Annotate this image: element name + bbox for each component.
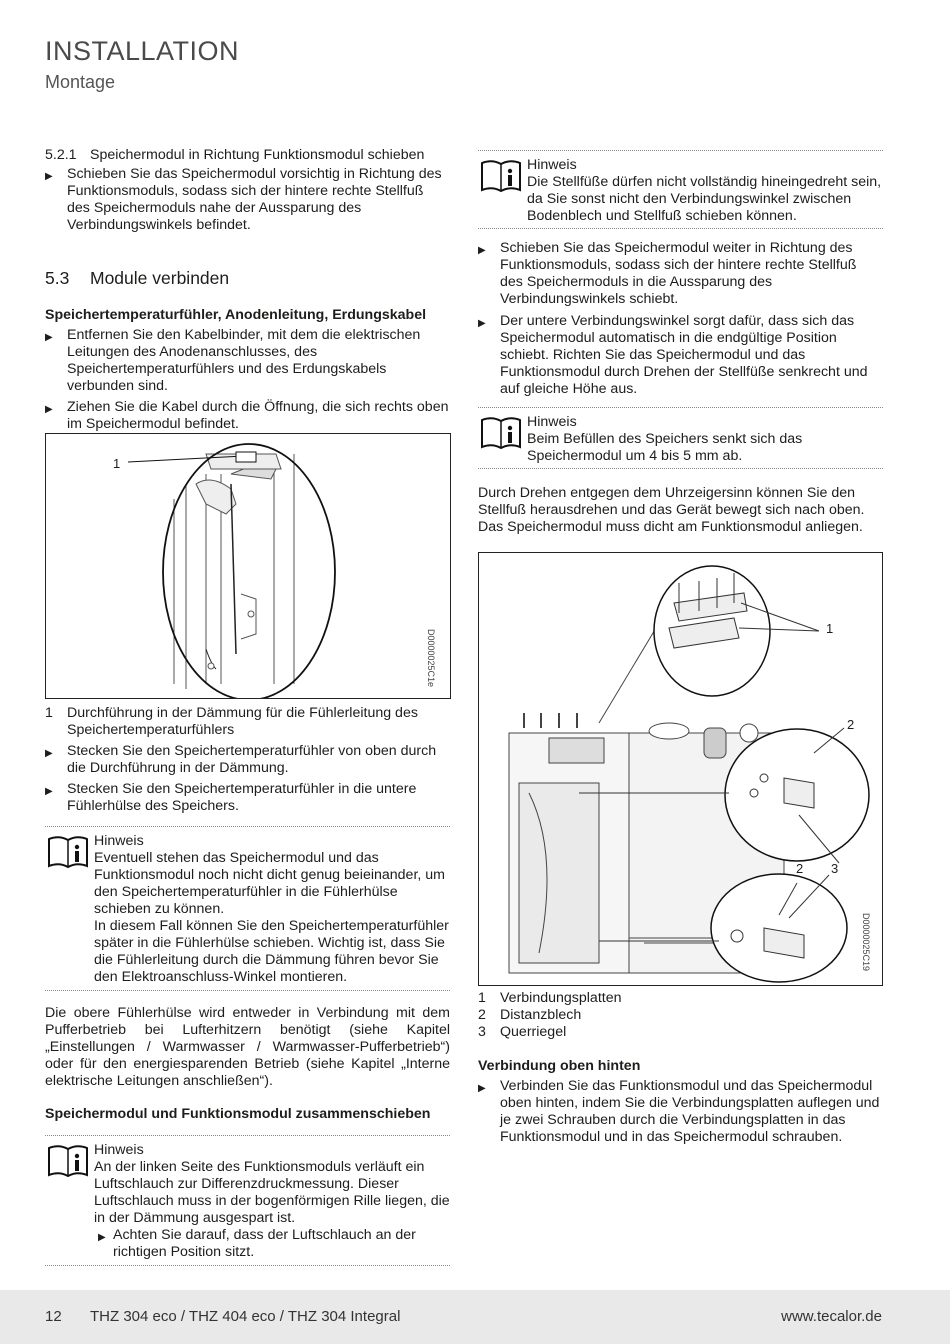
hint-content [94,833,450,986]
list-item [45,743,450,777]
triangle-right-icon: ▶ [45,171,53,182]
section-title: Module verbinden [90,268,230,288]
subsection-title: Speichertemperaturfühler, Anodenleitung, Erdungskabel [45,307,427,323]
list-item-text: Verbinden Sie das Funktionsmodul und das Speichermodul oben hinten, indem Sie die Verbindungsplatten auflegen und je zwei Schrauben durch die Verbindungsplatten in das Funktionsmodul und in das Speichermodul schrauben. [500,1078,880,1145]
book-info-icon [480,159,522,193]
steps-list [478,240,883,398]
triangle-right-icon: ▶ [45,332,53,343]
hint-content [94,1142,450,1261]
legend-item [45,705,450,739]
subsection-title: Verbindung oben hinten [478,1058,641,1074]
hint-title: Hinweis [94,1142,144,1158]
book-info-icon [480,416,522,450]
book-info-icon [47,835,89,869]
subsection-top-rear [478,1058,883,1146]
hint-box [478,150,883,229]
hint-text: Eventuell stehen das Speichermodul und das Funktionsmodul noch nicht dicht genug beieinander, um den Speichertemperaturfühler in die Fühlerhülse schieben zu können. [94,850,445,917]
subsection-sensor [45,307,450,433]
triangle-right-icon: ▶ [98,1232,106,1243]
triangle-right-icon: ▶ [478,245,486,256]
list-item-text: Achten Sie darauf, dass der Luftschlauch an der richtigen Position sitzt. [113,1227,416,1260]
figure-code: D0000025C1e [426,629,436,688]
figure-callout-label: 1 [826,621,834,636]
legend-number: 2 [478,1007,486,1023]
legend-number: 1 [45,705,53,721]
book-info-icon [47,1144,89,1178]
hint-text: Die Stellfüße dürfen nicht vollständig hineingedreht sein, da Sie sonst nicht den Verbindungswinkel zwischen Bodenblech und Stellfuß schieben können. [527,174,882,224]
page-title: INSTALLATION [45,36,240,66]
legend-item [478,1024,883,1041]
list-item-text: Stecken Sie den Speichertemperaturfühler von oben durch die Durchführung in der Dämmung. [67,743,437,776]
section-number: 5.2.1 [45,147,77,163]
figure-code: D0000025C19 [861,913,871,972]
legend-text: Querriegel [500,1024,567,1040]
list-item [45,327,450,395]
website-link[interactable]: www.tecalor.de [781,1308,882,1325]
legend-text: Distanzblech [500,1007,582,1023]
hint-title: Hinweis [527,414,577,430]
figure-connection-plates [478,552,883,986]
section-heading [45,270,450,287]
section-5-3 [45,270,450,287]
figure-callout-label: 2 [796,861,804,876]
figure-drawing [46,434,450,698]
figure-legend [478,990,883,1041]
list-item [94,1227,450,1261]
list-item-text: Stecken Sie den Speichertemperaturfühler in die untere Fühlerhülse des Speichers. [67,781,417,814]
hint-text: An der linken Seite des Funktionsmoduls verläuft ein Luftschlauch zur Differenzdruckmessung. Dieser Luftschlauch muss in der bogenförmigen Rille liegen, die in der Dämmung ausgespart ist. [94,1159,450,1226]
hint-text: In diesem Fall können Sie den Speichertemperaturfühler später in die Fühlerhülse schieben. Wichtig ist, dass Sie die Fühlerleitung durch die Dämmung führen bevor Sie den Elektroanschluss-Winkel montieren. [94,918,449,985]
subsection-title-text: Speichermodul und Funktionsmodul zusammenschieben [45,1106,431,1122]
legend-text: Verbindungsplatten [500,990,622,1006]
triangle-right-icon: ▶ [45,786,53,797]
hint-title: Hinweis [527,157,577,173]
hint-text: Beim Befüllen des Speichers senkt sich das Speichermodul um 4 bis 5 mm ab. [527,431,803,464]
list-item [45,399,450,433]
list-item [45,781,450,815]
list-item-text: Ziehen Sie die Kabel durch die Öffnung, die sich rechts oben im Speichermodul befindet. [67,399,449,432]
hint-box [45,1135,450,1266]
section-5-2-1 [45,147,450,234]
legend-text: Durchführung in der Dämmung für die Fühlerleitung des Speichertemperaturfühlers [67,705,418,738]
paragraph: Die obere Fühlerhülse wird entweder in Verbindung mit dem Pufferbetrieb bei Lufterhitzern benötigt (siehe Kapitel „Einstellungen / Warmwasser / Warmwasser-Pufferbetrieb“) oder für den energiesparenden Betrieb (siehe Kapitel „Interne elektrische Leitungen anschließen“). [45,1005,450,1089]
figure-callout-label: 2 [847,717,855,732]
page-number: 12 [45,1308,62,1325]
list-item-text: Der untere Verbindungswinkel sorgt dafür, dass sich das Speichermodul automatisch in die endgültige Position schiebt. Richten Sie das Speichermodul und das Funktionsmodul durch Drehen der Stellfüße senkrecht und auf gleiche Höhe aus. [500,313,868,397]
list-item [45,166,450,234]
paragraph: Durch Drehen entgegen dem Uhrzeigersinn können Sie den Stellfuß herausdrehen und das Gerät bewegt sich nach oben. Das Speichermodul muss dicht am Funktionsmodul anliegen. [478,485,865,535]
list-item [478,240,883,308]
section-heading [45,147,450,164]
legend-item [478,990,883,1007]
legend-number: 1 [478,990,486,1006]
list-item-text: Schieben Sie das Speichermodul vorsichtig in Richtung des Funktionsmoduls, sodass sich der hintere rechte Stellfuß des Speichermoduls nahe der Aussparung des Verbindungswinkels befindet. [67,166,442,233]
hint-content [527,414,883,465]
list-item-text: Entfernen Sie den Kabelbinder, mit dem die elektrischen Leitungen des Anodenanschlusses, des Speichertemperaturfühlers und des Erdungskabels verbunden sind. [67,327,421,394]
hint-content [527,157,883,225]
product-models: THZ 304 eco / THZ 404 eco / THZ 304 Integral [90,1308,401,1325]
triangle-right-icon: ▶ [45,748,53,759]
figure-drawing [479,553,882,985]
page-subtitle: Montage [45,72,116,92]
subsection-title [45,1106,450,1123]
section-title: Speichermodul in Richtung Funktionsmodul schieben [90,147,425,163]
figure-callout-label: 3 [831,861,839,876]
triangle-right-icon: ▶ [478,1083,486,1094]
list-item-text: Schieben Sie das Speichermodul weiter in Richtung des Funktionsmoduls, sodass sich der hintere rechte Stellfuß des Speichermoduls in die Aussparung des Verbindungswinkels schiebt. [500,240,857,307]
figure-callout-label: 1 [113,456,121,471]
legend-number: 3 [478,1024,486,1040]
hint-box [45,826,450,991]
legend-item [478,1007,883,1024]
list-item [478,1078,883,1146]
section-number: 5.3 [45,268,70,288]
hint-box [478,407,883,469]
triangle-right-icon: ▶ [478,318,486,329]
figure-legend [45,705,450,815]
triangle-right-icon: ▶ [45,404,53,415]
figure-sensor-feedthrough [45,433,451,699]
hint-title: Hinweis [94,833,144,849]
page-footer [0,1290,950,1344]
list-item [478,313,883,398]
